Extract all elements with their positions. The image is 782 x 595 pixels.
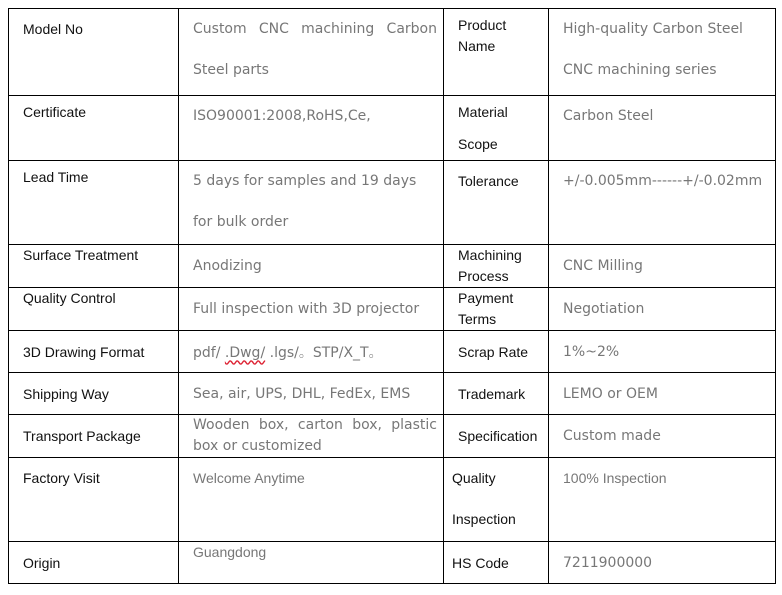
- value-scrap-rate: 1%~2%: [549, 331, 776, 373]
- format-dwg: .Dwg/: [224, 344, 266, 361]
- label-shipping-way: Shipping Way: [9, 373, 179, 415]
- label-certificate: Certificate: [9, 96, 179, 161]
- value-factory-visit: Welcome Anytime: [179, 458, 444, 542]
- label-specification: Specification: [444, 415, 549, 458]
- table-row: [9, 331, 776, 373]
- label-payment-terms: Payment Terms: [444, 288, 549, 331]
- value-origin: Guangdong: [179, 542, 444, 584]
- value-product-name: High-quality Carbon Steel CNC machining series: [549, 9, 776, 96]
- table-row: [9, 245, 776, 288]
- value-lead-time: 5 days for samples and 19 days for bulk order: [179, 161, 444, 245]
- value-quality-inspection: 100% Inspection: [549, 458, 776, 542]
- label-factory-visit: Factory Visit: [9, 458, 179, 542]
- label-hs-code: HS Code: [444, 542, 549, 584]
- label-trademark: Trademark: [444, 373, 549, 415]
- value-certificate: ISO90001:2008,RoHS,Ce,: [179, 96, 444, 161]
- table-row: [9, 458, 776, 542]
- table-row: [9, 542, 776, 584]
- label-product-name: Product Name: [444, 9, 549, 96]
- value-hs-code: 7211900000: [549, 542, 776, 584]
- value-trademark: LEMO or OEM: [549, 373, 776, 415]
- label-transport-package: Transport Package: [9, 415, 179, 458]
- label-surface-treatment: Surface Treatment: [9, 245, 179, 288]
- label-3d-drawing-format: 3D Drawing Format: [9, 331, 179, 373]
- table-row: [9, 415, 776, 458]
- format-pdf: pdf/: [193, 344, 225, 361]
- table-row: [9, 9, 776, 96]
- label-tolerance: Tolerance: [444, 161, 549, 245]
- label-scrap-rate: Scrap Rate: [444, 331, 549, 373]
- table-row: [9, 288, 776, 331]
- label-model-no: Model No: [9, 9, 179, 96]
- value-surface-treatment: Anodizing: [179, 245, 444, 288]
- label-quality-control: Quality Control: [9, 288, 179, 331]
- label-quality-inspection: Quality Inspection: [444, 458, 549, 542]
- table-row: [9, 161, 776, 245]
- label-material-scope: Material Scope: [444, 96, 549, 161]
- label-machining-process: Machining Process: [444, 245, 549, 288]
- value-machining-process: CNC Milling: [549, 245, 776, 288]
- value-specification: Custom made: [549, 415, 776, 458]
- label-origin: Origin: [9, 542, 179, 584]
- format-igs: .lgs/: [265, 344, 299, 361]
- value-quality-control: Full inspection with 3D projector: [179, 288, 444, 331]
- value-shipping-way: Sea, air, UPS, DHL, FedEx, EMS: [179, 373, 444, 415]
- value-model-no: Custom CNC machining Carbon Steel parts: [179, 9, 444, 96]
- table-row: [9, 373, 776, 415]
- value-tolerance: +/-0.005mm------+/-0.02mm: [549, 161, 776, 245]
- label-lead-time: Lead Time: [9, 161, 179, 245]
- value-transport-package: Wooden box, carton box, plastic box or customized: [179, 415, 444, 458]
- product-spec-table: [8, 8, 776, 584]
- value-payment-terms: Negotiation: [549, 288, 776, 331]
- value-3d-drawing-format: [179, 331, 444, 373]
- table-row: [9, 96, 776, 161]
- value-material-scope: Carbon Steel: [549, 96, 776, 161]
- format-stp: 。STP/X_T。: [298, 344, 383, 361]
